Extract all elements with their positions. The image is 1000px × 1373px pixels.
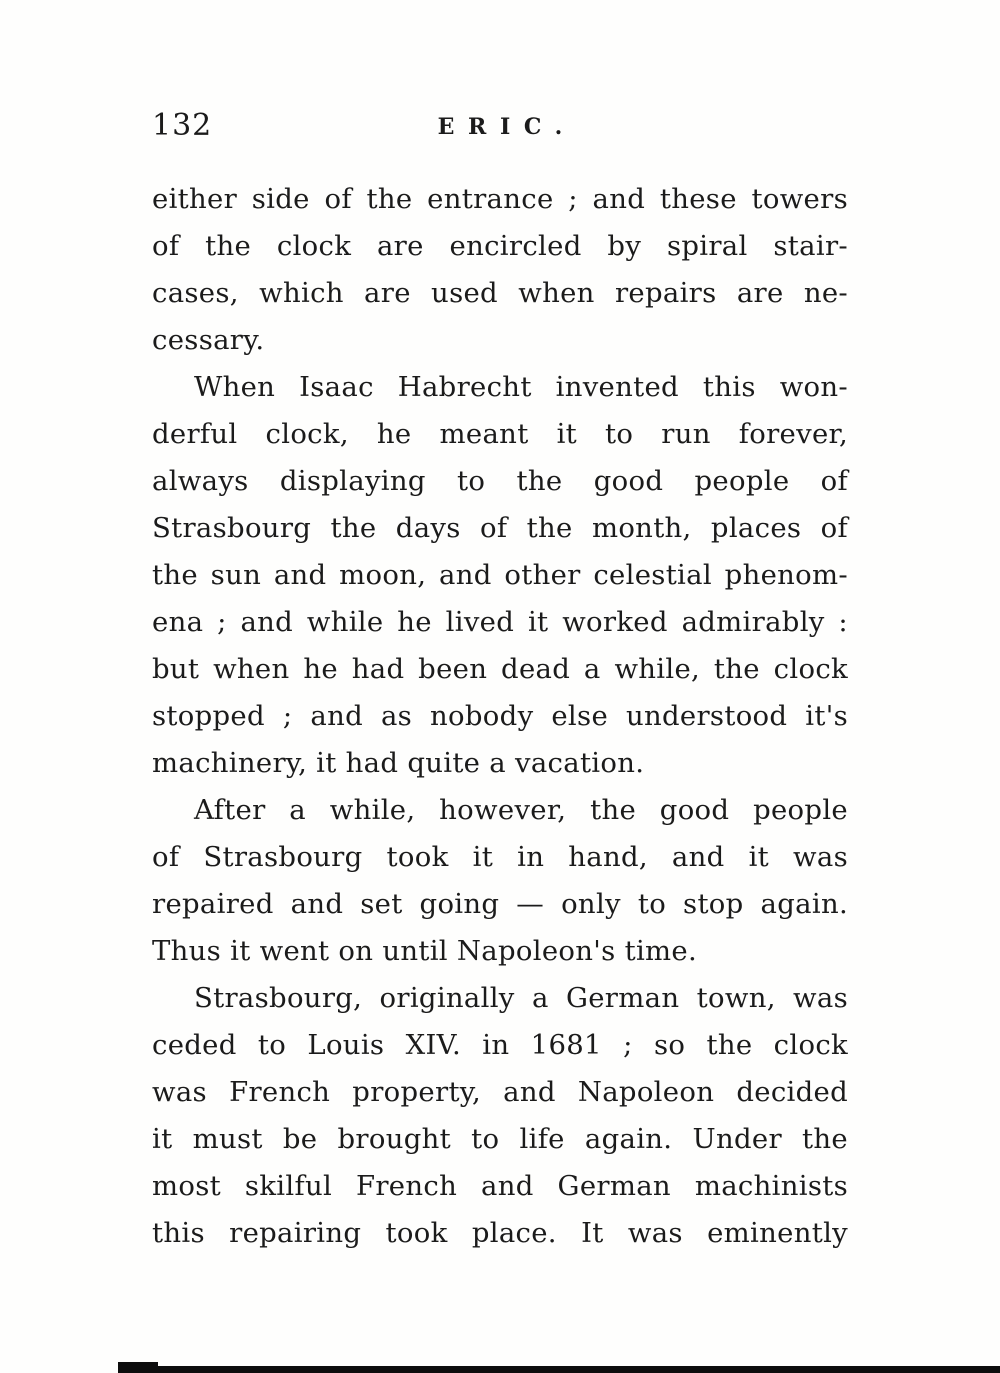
- text-line: but when he had been dead a while, the clock: [152, 653, 848, 685]
- text-line: most skilful French and German machinists: [152, 1170, 848, 1202]
- text-line: was French property, and Napoleon decided: [152, 1076, 848, 1108]
- text-line: the sun and moon, and other celestial phenom-: [152, 559, 848, 591]
- running-header: ERIC.: [437, 114, 576, 140]
- paragraph: [152, 364, 848, 787]
- text-line: ceded to Louis XIV. in 1681 ; so the clock: [152, 1029, 848, 1061]
- text-line: either side of the entrance ; and these towers: [152, 183, 848, 215]
- text-line: derful clock, he meant it to run forever,: [152, 418, 848, 450]
- text-line: always displaying to the good people of: [152, 465, 848, 497]
- text-line: cases, which are used when repairs are ne-: [152, 277, 848, 309]
- text-line: this repairing took place. It was eminently: [152, 1217, 848, 1249]
- paragraph: [152, 975, 848, 1257]
- scan-edge-artifact: [118, 1366, 1000, 1373]
- text-line: When Isaac Habrecht invented this won-: [194, 371, 848, 403]
- text-line: stopped ; and as nobody else understood it's: [152, 700, 848, 732]
- page-text: [152, 176, 848, 1257]
- text-line: Strasbourg, originally a German town, was: [194, 982, 848, 1014]
- text-line: After a while, however, the good people: [194, 794, 848, 826]
- paragraph: [152, 787, 848, 975]
- paragraph: [152, 176, 848, 364]
- scan-edge-artifact-corner: [118, 1362, 158, 1373]
- text-line: cessary.: [152, 324, 265, 356]
- text-line: Thus it went on until Napoleon's time.: [152, 935, 698, 967]
- text-line: Strasbourg the days of the month, places of: [152, 512, 848, 544]
- text-line: it must be brought to life again. Under the: [152, 1123, 848, 1155]
- page-header: [152, 106, 848, 150]
- text-line: ena ; and while he lived it worked admirably :: [152, 606, 848, 638]
- text-line: repaired and set going — only to stop again.: [152, 888, 848, 920]
- page-number: 132: [152, 108, 213, 143]
- text-line: of the clock are encircled by spiral stair-: [152, 230, 848, 262]
- text-line: of Strasbourg took it in hand, and it was: [152, 841, 848, 873]
- text-line: machinery, it had quite a vacation.: [152, 747, 645, 779]
